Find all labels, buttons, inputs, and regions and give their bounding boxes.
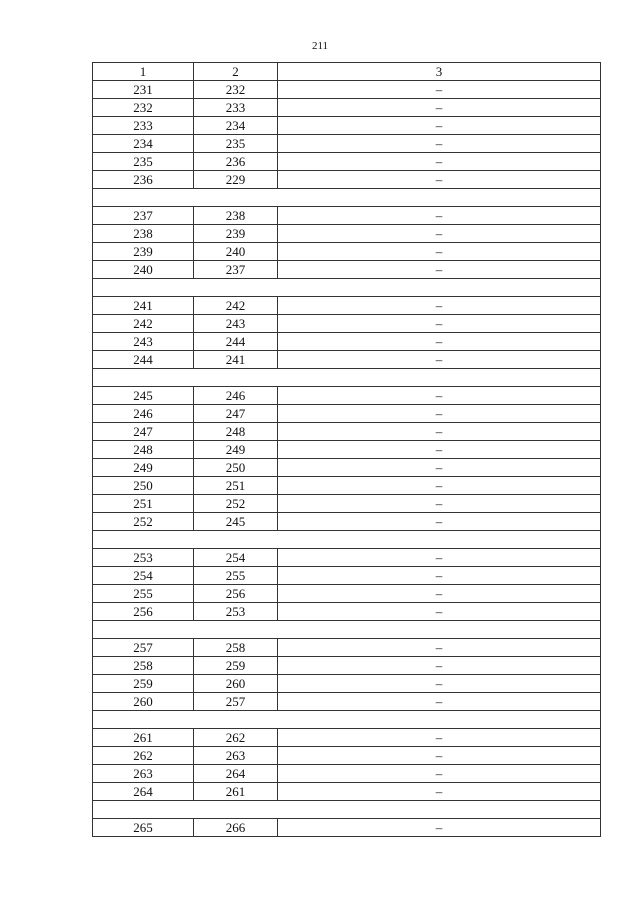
table-cell-col-2: 236 xyxy=(194,153,278,171)
table-row xyxy=(93,423,601,441)
table-cell-col-1: 254 xyxy=(93,567,194,585)
table-row xyxy=(93,639,601,657)
table-cell-col-2: 244 xyxy=(194,333,278,351)
table-row xyxy=(93,225,601,243)
table-cell-col-2: 229 xyxy=(194,171,278,189)
table-cell-col-2: 235 xyxy=(194,135,278,153)
table-row xyxy=(93,549,601,567)
table-cell-col-3: – xyxy=(278,171,601,189)
table-cell-col-2: 261 xyxy=(194,783,278,801)
table-cell-col-1: 233 xyxy=(93,117,194,135)
table-cell-col-3: – xyxy=(278,477,601,495)
table-cell-col-2: 240 xyxy=(194,243,278,261)
table-cell-col-3: – xyxy=(278,333,601,351)
table-row xyxy=(93,765,601,783)
table-cell-col-1: 264 xyxy=(93,783,194,801)
table-cell-col-1: 242 xyxy=(93,315,194,333)
table-cell-col-2: 237 xyxy=(194,261,278,279)
table-row xyxy=(93,243,601,261)
table-cell-col-3: – xyxy=(278,351,601,369)
table-cell-col-2: 249 xyxy=(194,441,278,459)
table-cell-col-2: 252 xyxy=(194,495,278,513)
table-cell-col-1: 261 xyxy=(93,729,194,747)
table-cell-col-3: – xyxy=(278,765,601,783)
table-cell-col-3: – xyxy=(278,459,601,477)
table-cell-col-1: 252 xyxy=(93,513,194,531)
table-row xyxy=(93,729,601,747)
table-cell-col-3: – xyxy=(278,657,601,675)
table-row xyxy=(93,333,601,351)
group-separator-row xyxy=(93,279,601,297)
table-cell-col-3: – xyxy=(278,387,601,405)
table-cell-col-1: 248 xyxy=(93,441,194,459)
header-cell-1: 1 xyxy=(93,63,194,81)
separator-cell xyxy=(93,531,601,549)
table-cell-col-2: 255 xyxy=(194,567,278,585)
table-cell-col-3: – xyxy=(278,675,601,693)
table-row xyxy=(93,315,601,333)
table-cell-col-3: – xyxy=(278,135,601,153)
table-cell-col-2: 233 xyxy=(194,99,278,117)
group-separator-row xyxy=(93,189,601,207)
table-cell-col-1: 240 xyxy=(93,261,194,279)
table-row xyxy=(93,585,601,603)
table-cell-col-2: 254 xyxy=(194,549,278,567)
table-cell-col-1: 245 xyxy=(93,387,194,405)
table-cell-col-3: – xyxy=(278,729,601,747)
table-row xyxy=(93,693,601,711)
table-row xyxy=(93,207,601,225)
table-cell-col-3: – xyxy=(278,639,601,657)
group-separator-row xyxy=(93,711,601,729)
group-separator-row xyxy=(93,801,601,819)
table-row xyxy=(93,297,601,315)
table-cell-col-2: 247 xyxy=(194,405,278,423)
table-cell-col-3: – xyxy=(278,423,601,441)
table-row xyxy=(93,477,601,495)
table-cell-col-3: – xyxy=(278,495,601,513)
table-cell-col-2: 238 xyxy=(194,207,278,225)
separator-cell xyxy=(93,711,601,729)
table-cell-col-3: – xyxy=(278,207,601,225)
table-cell-col-3: – xyxy=(278,243,601,261)
table-cell-col-3: – xyxy=(278,819,601,837)
table-cell-col-1: 249 xyxy=(93,459,194,477)
table-row xyxy=(93,675,601,693)
table-cell-col-2: 260 xyxy=(194,675,278,693)
table-cell-col-1: 232 xyxy=(93,99,194,117)
table-row xyxy=(93,783,601,801)
table-cell-col-3: – xyxy=(278,153,601,171)
table-row xyxy=(93,351,601,369)
table-cell-col-1: 250 xyxy=(93,477,194,495)
table-row xyxy=(93,459,601,477)
table-cell-col-3: – xyxy=(278,783,601,801)
table-row xyxy=(93,135,601,153)
table-cell-col-2: 246 xyxy=(194,387,278,405)
table-cell-col-3: – xyxy=(278,549,601,567)
table-cell-col-3: – xyxy=(278,81,601,99)
table-row xyxy=(93,81,601,99)
table-cell-col-3: – xyxy=(278,585,601,603)
table-cell-col-2: 263 xyxy=(194,747,278,765)
header-cell-2: 2 xyxy=(194,63,278,81)
table-row xyxy=(93,117,601,135)
table-row xyxy=(93,567,601,585)
table-row xyxy=(93,747,601,765)
table-cell-col-2: 251 xyxy=(194,477,278,495)
table-cell-col-2: 242 xyxy=(194,297,278,315)
table-cell-col-3: – xyxy=(278,117,601,135)
table-cell-col-1: 238 xyxy=(93,225,194,243)
table-cell-col-1: 239 xyxy=(93,243,194,261)
table-cell-col-1: 257 xyxy=(93,639,194,657)
table-cell-col-3: – xyxy=(278,405,601,423)
table-cell-col-2: 243 xyxy=(194,315,278,333)
table-row xyxy=(93,99,601,117)
table-row xyxy=(93,603,601,621)
table-cell-col-1: 253 xyxy=(93,549,194,567)
table-cell-col-2: 234 xyxy=(194,117,278,135)
table-cell-col-2: 248 xyxy=(194,423,278,441)
table-cell-col-1: 265 xyxy=(93,819,194,837)
table-cell-col-1: 247 xyxy=(93,423,194,441)
table-cell-col-3: – xyxy=(278,441,601,459)
table-cell-col-3: – xyxy=(278,261,601,279)
group-separator-row xyxy=(93,369,601,387)
table-cell-col-3: – xyxy=(278,225,601,243)
table-cell-col-2: 245 xyxy=(194,513,278,531)
data-table xyxy=(92,62,601,837)
table-cell-col-1: 237 xyxy=(93,207,194,225)
table-row xyxy=(93,657,601,675)
table-cell-col-1: 234 xyxy=(93,135,194,153)
table-cell-col-1: 255 xyxy=(93,585,194,603)
table-cell-col-2: 264 xyxy=(194,765,278,783)
separator-cell xyxy=(93,279,601,297)
table-row xyxy=(93,405,601,423)
table-cell-col-2: 232 xyxy=(194,81,278,99)
separator-cell xyxy=(93,621,601,639)
table-cell-col-3: – xyxy=(278,513,601,531)
table-cell-col-3: – xyxy=(278,99,601,117)
table-cell-col-1: 246 xyxy=(93,405,194,423)
separator-cell xyxy=(93,189,601,207)
table-cell-col-1: 243 xyxy=(93,333,194,351)
table-cell-col-2: 239 xyxy=(194,225,278,243)
table-row xyxy=(93,261,601,279)
table-cell-col-2: 256 xyxy=(194,585,278,603)
table-cell-col-1: 235 xyxy=(93,153,194,171)
group-separator-row xyxy=(93,531,601,549)
table-cell-col-3: – xyxy=(278,297,601,315)
table-cell-col-2: 250 xyxy=(194,459,278,477)
table-cell-col-1: 256 xyxy=(93,603,194,621)
table-cell-col-1: 263 xyxy=(93,765,194,783)
separator-cell xyxy=(93,801,601,819)
table-cell-col-1: 258 xyxy=(93,657,194,675)
table-cell-col-3: – xyxy=(278,315,601,333)
table-cell-col-3: – xyxy=(278,747,601,765)
table-row xyxy=(93,495,601,513)
table-row xyxy=(93,171,601,189)
table-cell-col-2: 257 xyxy=(194,693,278,711)
group-separator-row xyxy=(93,621,601,639)
table-cell-col-2: 241 xyxy=(194,351,278,369)
page-number: 211 xyxy=(311,40,329,52)
table-cell-col-2: 259 xyxy=(194,657,278,675)
header-cell-3: 3 xyxy=(278,63,601,81)
header-row xyxy=(93,63,601,81)
table-cell-col-1: 260 xyxy=(93,693,194,711)
table-cell-col-1: 244 xyxy=(93,351,194,369)
table-cell-col-1: 259 xyxy=(93,675,194,693)
separator-cell xyxy=(93,369,601,387)
table-row xyxy=(93,387,601,405)
table-cell-col-1: 236 xyxy=(93,171,194,189)
table-row xyxy=(93,513,601,531)
table-cell-col-2: 266 xyxy=(194,819,278,837)
table-cell-col-2: 262 xyxy=(194,729,278,747)
table-cell-col-1: 241 xyxy=(93,297,194,315)
table-cell-col-1: 262 xyxy=(93,747,194,765)
table-cell-col-3: – xyxy=(278,567,601,585)
table-row xyxy=(93,153,601,171)
table-row xyxy=(93,441,601,459)
table-body xyxy=(93,63,601,837)
table-cell-col-2: 253 xyxy=(194,603,278,621)
table-cell-col-2: 258 xyxy=(194,639,278,657)
table-cell-col-1: 251 xyxy=(93,495,194,513)
table-cell-col-3: – xyxy=(278,693,601,711)
table-row xyxy=(93,819,601,837)
table-cell-col-1: 231 xyxy=(93,81,194,99)
table-cell-col-3: – xyxy=(278,603,601,621)
